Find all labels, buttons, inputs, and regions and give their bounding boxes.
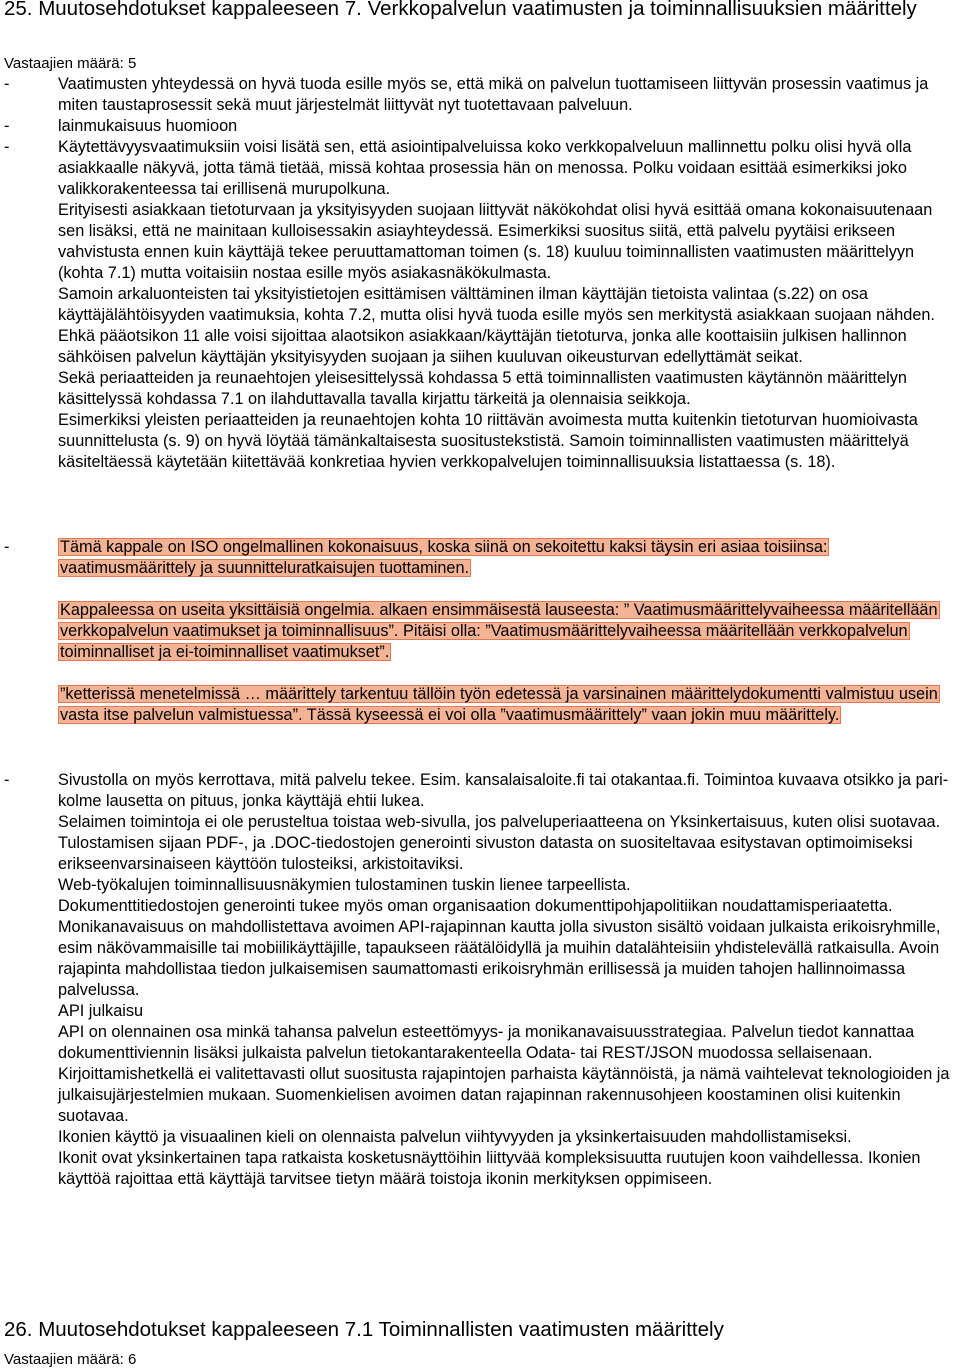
comment-item-5 [4, 770, 959, 1280]
bullet-dash: - [4, 117, 10, 135]
comment-paragraph: API on olennainen osa minkä tahansa palvelun esteettömyys- ja monikanavaisuusstrategiaa. Palvelun tiedot kannattaa dokumenttiviennin lisäksi julkaista palvelun tietokantarakenteella Odata- tai REST/JSON muodossa sellaisenaan. [58, 1023, 915, 1062]
comment-paragraph: Erityisesti asiakkaan tietoturvaan ja yksityisyyden suojaan liittyvät näkökohdat olisi hyvä esittää omana kokonaisuutenaan sen lisäksi, että ne mainitaan kulloisessakin asiayhteydessä. Esimerkiksi suositus siitä, että palvelu pyytäisi erikseen vahvistusta ennen kuin käyttäjä tekee peruuttamattoman toimen (s. 18) kuuluu toiminnallisten vaatimusten määrittelyyn (kohta 7.1) mutta voitaisiin nostaa esille myös asiakasnäkökulmasta. [58, 201, 933, 282]
comment-paragraph: Tulostamisen sijaan PDF-, ja .DOC-tiedostojen generointi sivuston datasta on suositeltavaa esitystavan optimoimiseksi erikseenvarsinaiseen käyttöön tulosteiksi, arkistoitaviksi. [58, 834, 913, 873]
comment-paragraph: Sivustolla on myös kerrottava, mitä palvelu tekee. Esim. kansalaisaloite.fi tai otakantaa.fi. Toimintoa kuvaava otsikko ja pari-kolme lausetta on pituus, jonka käyttäjä ehtii lukea. [58, 771, 949, 810]
comment-paragraph: Web-työkalujen toiminnallisuusnäkymien tulostaminen tuskin lienee tarpeellista. [58, 876, 631, 894]
section-26-heading: 26. Muutosehdotukset kappaleeseen 7.1 Toiminnallisten vaatimusten määrittely [4, 1318, 724, 1341]
comment-paragraph: API julkaisu [58, 1002, 144, 1020]
comment-paragraph: Ehkä pääotsikon 11 alle voisi sijoittaa alaotsikon asiakkaan/käyttäjän tietoturva, jonka alle koottaisiin julkisen hallinnon sähköisen palvelun käyttäjän yksityisyyden suojaan ja siihen kuuluvan oikeusturvan edellyttämät seikat. [58, 327, 907, 366]
comment-paragraph: Ikonit ovat yksinkertainen tapa ratkaista kosketusnäyttöihin liittyvää kompleksisuutta ruutujen koon vaihdellessa. Ikonien käyttöä rajoittaa että käyttäjä tarvitsee tietyn määrä toistoja ikonin merkityksen oppimiseen. [58, 1149, 921, 1188]
bullet-dash: - [4, 138, 10, 156]
highlighted-comment: Tämä kappale on ISO ongelmallinen kokonaisuus, koska siinä on sekoitettu kaksi täysin eri asiaa toisiinsa: vaatimusmäärittely ja suunnitteluratkaisujen tuottaminen. [60, 538, 828, 577]
comment-text: lainmukaisuus huomioon [58, 117, 238, 135]
comment-paragraph: Selaimen toimintoja ei ole perusteltua toistaa web-sivulla, jos palveluperiaatteena on Yksinkertaisuus, kuten olisi suotavaa. [58, 813, 941, 831]
comment-paragraph: Ikonien käyttö ja visuaalinen kieli on olennaista palvelun viihtyvyyden ja yksinkertaisuuden mahdollistamiseksi. [58, 1128, 852, 1146]
comment-item-1 [4, 74, 959, 116]
bullet-dash: - [4, 771, 10, 789]
comment-text: Vaatimusten yhteydessä on hyvä tuoda esille myös se, että mikä on palvelun tuottamiseen liittyvän prosessin vaatimus ja miten taustaprosessit sekä muut järjestelmät liittyvät nyt tuotettavaan palveluun. [58, 75, 929, 114]
highlighted-comment: Kappaleessa on useita yksittäisiä ongelmia. alkaen ensimmäisestä lauseesta: ” Vaatimusmäärittelyvaiheessa määritellään verkkopalvelun vaatimukset ja toiminnallisuus”. Pitäisi olla: ”Vaatimusmäärittelyvaiheessa määritellään verkkopalvelun toiminnalliset ja ei-toiminnalliset vaatimukset”. [60, 601, 938, 661]
comment-paragraph: Käytettävyysvaatimuksiin voisi lisätä sen, että asiointipalveluissa koko verkkopalveluun mallinnettu polku olisi hyvä olla asiakkaalle näkyvä, jotta tämä tietää, missä kohtaa prosessia hän on menossa. Polku voidaan esittää esimerkiksi joko valikkorakenteessa tai erillisenä murupolkuna. [58, 138, 912, 198]
comment-paragraph: Monikanavaisuus on mahdollistettava avoimen API-rajapinnan kautta jolla sivuston sisältö voidaan julkaista erikoisryhmille, esim näkövammaisille tai mobiilikäyttäjille, tapaukseen räätälöidyllä ja muihin datalähteisiin yhdistelevällä ratkaisulla. Avoin rajapinta mahdollistaa tiedon julkaisemisen saumattomasti erikoisryhmän erillisessä ja muiden tahojen hallinnoimassa palvelussa. [58, 918, 941, 999]
s26-reviewer-count: Vastaajien määrä: 6 [4, 1351, 137, 1368]
comment-item-2 [4, 116, 959, 137]
comment-paragraph: Dokumenttitiedostojen generointi tukee myös oman organisaation dokumenttipohjapolitiikan noudattamisperiaatetta. [58, 897, 893, 915]
comment-paragraph: Esimerkiksi yleisten periaatteiden ja reunaehtojen kohta 10 riittävän avoimesta mutta kuitenkin tietoturvan huomioivasta suunnittelusta (s. 9) on hyvä löytää tämänkaltaisesta suositustekstistä. Samoin toiminnallisten vaatimusten määrittelyä käsiteltäessä käytetään kiitettävää konkretiaa hyvien verkkopalvelujen toiminnallisuuksia listattaessa (s. 18). [58, 411, 918, 471]
comment-item-3 [4, 137, 959, 515]
section-25-heading: 25. Muutosehdotukset kappaleeseen 7. Verkkopalvelun vaatimusten ja toiminnallisuuksien määrittely [4, 0, 917, 20]
comment-paragraph: Sekä periaatteiden ja reunaehtojen yleisesittelyssä kohdassa 5 että toiminnallisten vaatimusten käytännön määrittelyn käsittelyssä kohdassa 7.1 on ilahduttavalla tavalla kirjattu tärkeitä ja olennaisia seikkoja. [58, 369, 907, 408]
s25-reviewer-count: Vastaajien määrä: 5 [4, 55, 137, 72]
bullet-dash: - [4, 538, 10, 556]
comment-paragraph: Samoin arkaluonteisten tai yksityistietojen esittämisen välttäminen ilman käyttäjän tietoista valintaa (s.22) on osa käyttäjälähtöisyyden vaatimuksia, kohta 7.2, mutta olisi hyvä tuoda esille myös sen merkitystä asiakkaan suojaan nähden. [58, 285, 935, 324]
comment-paragraph: Kirjoittamishetkellä ei valitettavasti ollut suositusta rajapintojen parhaista käytännöistä, ja nämä vaihtelevat teknologioiden ja julkaisujärjestelmien mukaan. Suomenkielisen avoimen datan rajapinnan rakennusohjeen koostaminen olisi kuitenkin suotavaa. [58, 1065, 950, 1125]
comment-item-4 [4, 537, 959, 747]
bullet-dash: - [4, 75, 10, 93]
highlighted-comment: ”ketterissä menetelmissä … määrittely tarkentuu tällöin työn edetessä ja varsinainen määrittelydokumentti valmistuu usein vasta itse palvelun valmistuessa”. Tässä kyseessä ei voi olla ”vaatimusmäärittely” vaan jokin muu määrittely. [60, 685, 938, 724]
